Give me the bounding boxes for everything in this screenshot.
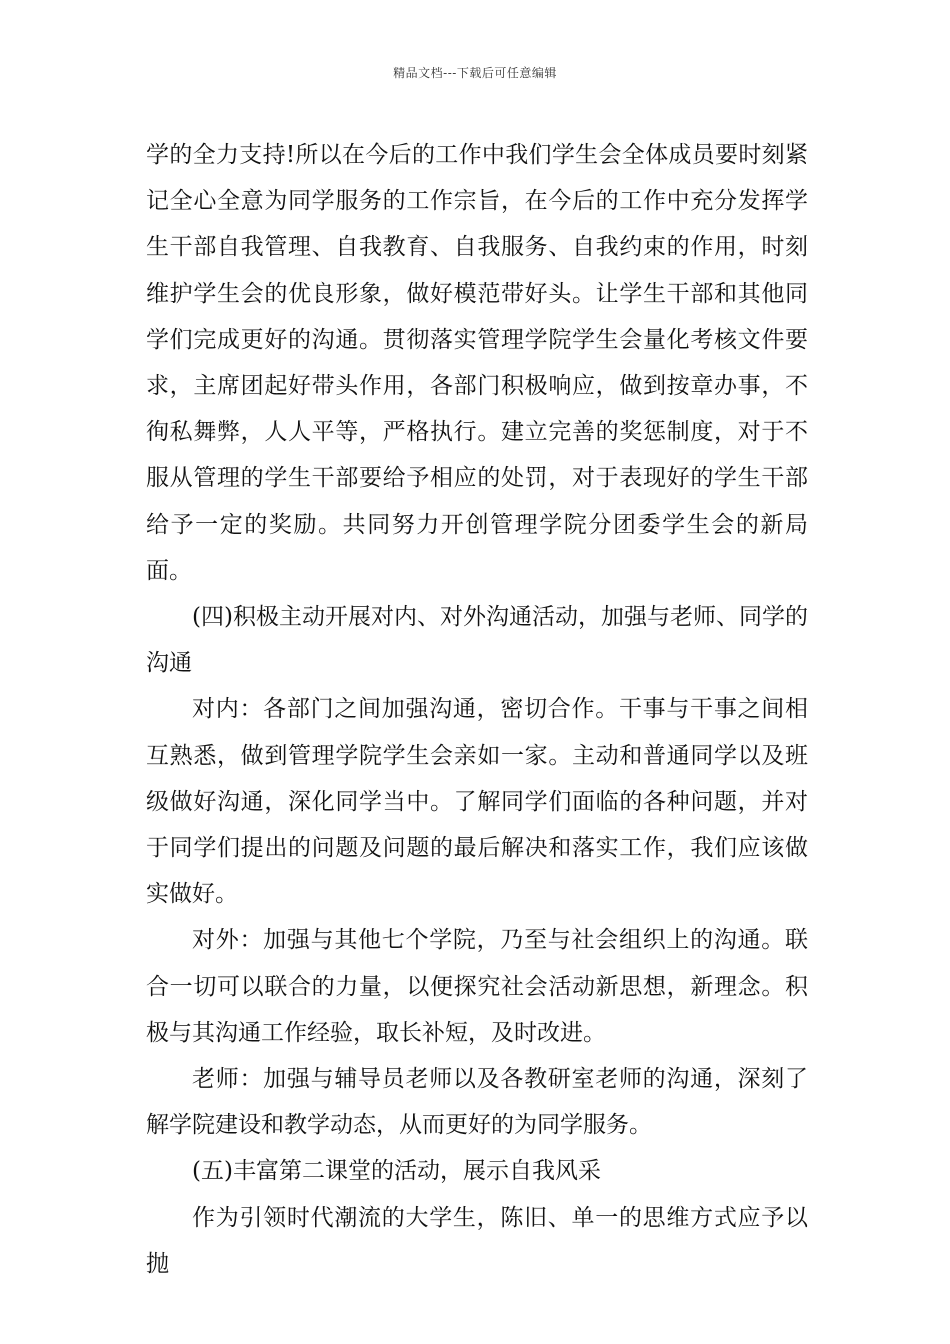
paragraph-5: 老师：加强与辅导员老师以及各教研室老师的沟通，深刻了解学院建设和教学动态，从而更好的为同学服务。 bbox=[146, 1066, 808, 1139]
paragraph-4: 对外：加强与其他七个学院，乃至与社会组织上的沟通。联合一切可以联合的力量，以便探究社会活动新思想，新理念。积极与其沟通工作经验，取长补短，及时改进。 bbox=[146, 927, 808, 1046]
paragraph-1: 学的全力支持!所以在今后的工作中我们学生会全体成员要时刻紧记全心全意为同学服务的工作宗旨，在今后的工作中充分发挥学生干部自我管理、自我教育、自我服务、自我约束的作用，时刻维护学生会的优良形象，做好模范带好头。让学生干部和其他同学们完成更好的沟通。贯彻落实管理学院学生会量化考核文件要求，主席团起好带头作用，各部门积极响应，做到按章办事，不徇私舞弊，人人平等，严格执行。建立完善的奖惩制度，对于不服从管理的学生干部要给予相应的处罚，对于表现好的学生干部给予一定的奖励。共同努力开创管理学院分团委学生会的新局面。 bbox=[146, 142, 808, 584]
page-header: 精品文档---下载后可任意编辑 bbox=[393, 66, 557, 80]
paragraph-3: 对内：各部门之间加强沟通，密切合作。干事与干事之间相互熟悉，做到管理学院学生会亲如一家。主动和普通同学以及班级做好沟通，深化同学当中。了解同学们面临的各种问题，并对于同学们提出的问题及问题的最后解决和落实工作，我们应该做实做好。 bbox=[146, 696, 808, 908]
paragraph-7: 作为引领时代潮流的大学生，陈旧、单一的思维方式应予以抛 bbox=[146, 1204, 808, 1277]
document-body bbox=[146, 132, 808, 1287]
paragraph-6-heading: (五)丰富第二课堂的活动，展示自我风采 bbox=[192, 1158, 601, 1185]
paragraph-2-heading: (四)积极主动开展对内、对外沟通活动，加强与老师、同学的沟通 bbox=[146, 604, 808, 677]
